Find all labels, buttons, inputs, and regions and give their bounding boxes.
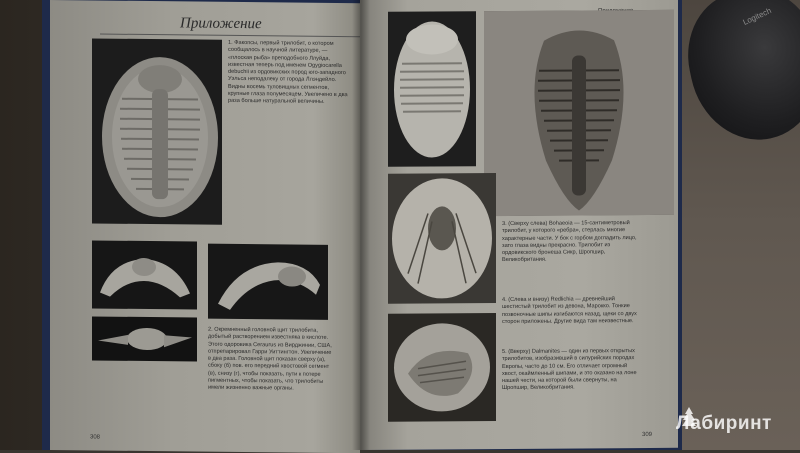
book-gutter bbox=[352, 0, 370, 450]
header-rule bbox=[100, 34, 360, 38]
watermark: Лабиринт bbox=[676, 413, 772, 435]
trilobite-fossil-2b bbox=[92, 316, 197, 361]
caption-5: 5. (Вверху) Dalmanites — один из первых открытых трилобитов, изобразивший в силурийских породах Европы, часто до 10 см. Его отличает огромный хвост, окаймленный шипами, и это оказано на лоне нашей чести, на которой были свернуты, на Шропшир, Великобритания. bbox=[502, 348, 642, 419]
trilobite-photo-3 bbox=[484, 10, 674, 216]
caption-3: 3. (Сверху слева) Bohaeoia — 15-сантиметровый трилобит, у которого «ребра», стерлась многие характерные части. У бок с горбом догладить лицо, зато глаза видны прекрасно. Трилобит из ордовикского бронеша Сикр, Шропшир, Великобритания. bbox=[502, 220, 642, 291]
page-header-title: Приложение bbox=[180, 15, 262, 33]
page-number-left: 308 bbox=[90, 434, 100, 440]
page-number-right: 309 bbox=[642, 432, 652, 438]
trilobite-fossil-2a bbox=[92, 240, 197, 309]
trilobite-photo-1 bbox=[92, 38, 222, 224]
trilobite-photo-5 bbox=[388, 11, 476, 167]
trilobite-photo-2a bbox=[92, 240, 197, 309]
caption-2: 2. Окремненный головной щит трилобита, добытый растворением известняка в кислоте. Этого одоровика Ceraurus из Вирджинии, США, отпрепарировал Гарри Уиттингтон. Увеличение в два раза. Головной щит показан сверху (а), сбоку (б) пов. его передний хвостовой сегмент (в), снизу (г), чтобы показать, пути к потере пигментных, чтобы показать, что трилобиты имели жизненно важные органы. bbox=[208, 327, 333, 438]
trilobite-photo-4 bbox=[388, 173, 496, 304]
mouse-logo: Logitech bbox=[742, 6, 773, 27]
left-page bbox=[50, 0, 360, 453]
caption-4: 4. (Слева и внизу) Redlichia — древнейший шестистый трилобит из девона, Марокко. Тонкие позвоночные шипы изгибаются назад, щеки со двух сторон приложены. Другие вида там неизвестные. bbox=[502, 296, 642, 345]
right-page bbox=[360, 0, 678, 450]
trilobite-fossil-4 bbox=[388, 173, 496, 304]
trilobite-fossil-6 bbox=[388, 313, 496, 422]
trilobite-photo-2b bbox=[92, 316, 197, 361]
trilobite-fossil-5 bbox=[388, 11, 476, 167]
trilobite-photo-2c bbox=[208, 244, 328, 320]
caption-1: 1. Факопсы, первый трилобит, о котором сообщалось в научной литературе, — «плоская рыба» преподобного Ллуйда, известная теперь под именем Ogygiocarella debuchii из ордовикских пород юго-западного Уэльса неподалеку от города Ллэндейло. Видны восемь туловищных сегментов, крупные глаза полумесяцем. Увеличено в два раза больше натуральной величины. bbox=[228, 40, 348, 231]
trilobite-fossil-2c bbox=[208, 244, 328, 320]
trilobite-fossil-1 bbox=[92, 38, 222, 224]
trilobite-fossil-3 bbox=[484, 10, 674, 216]
trilobite-photo-6 bbox=[388, 313, 496, 422]
